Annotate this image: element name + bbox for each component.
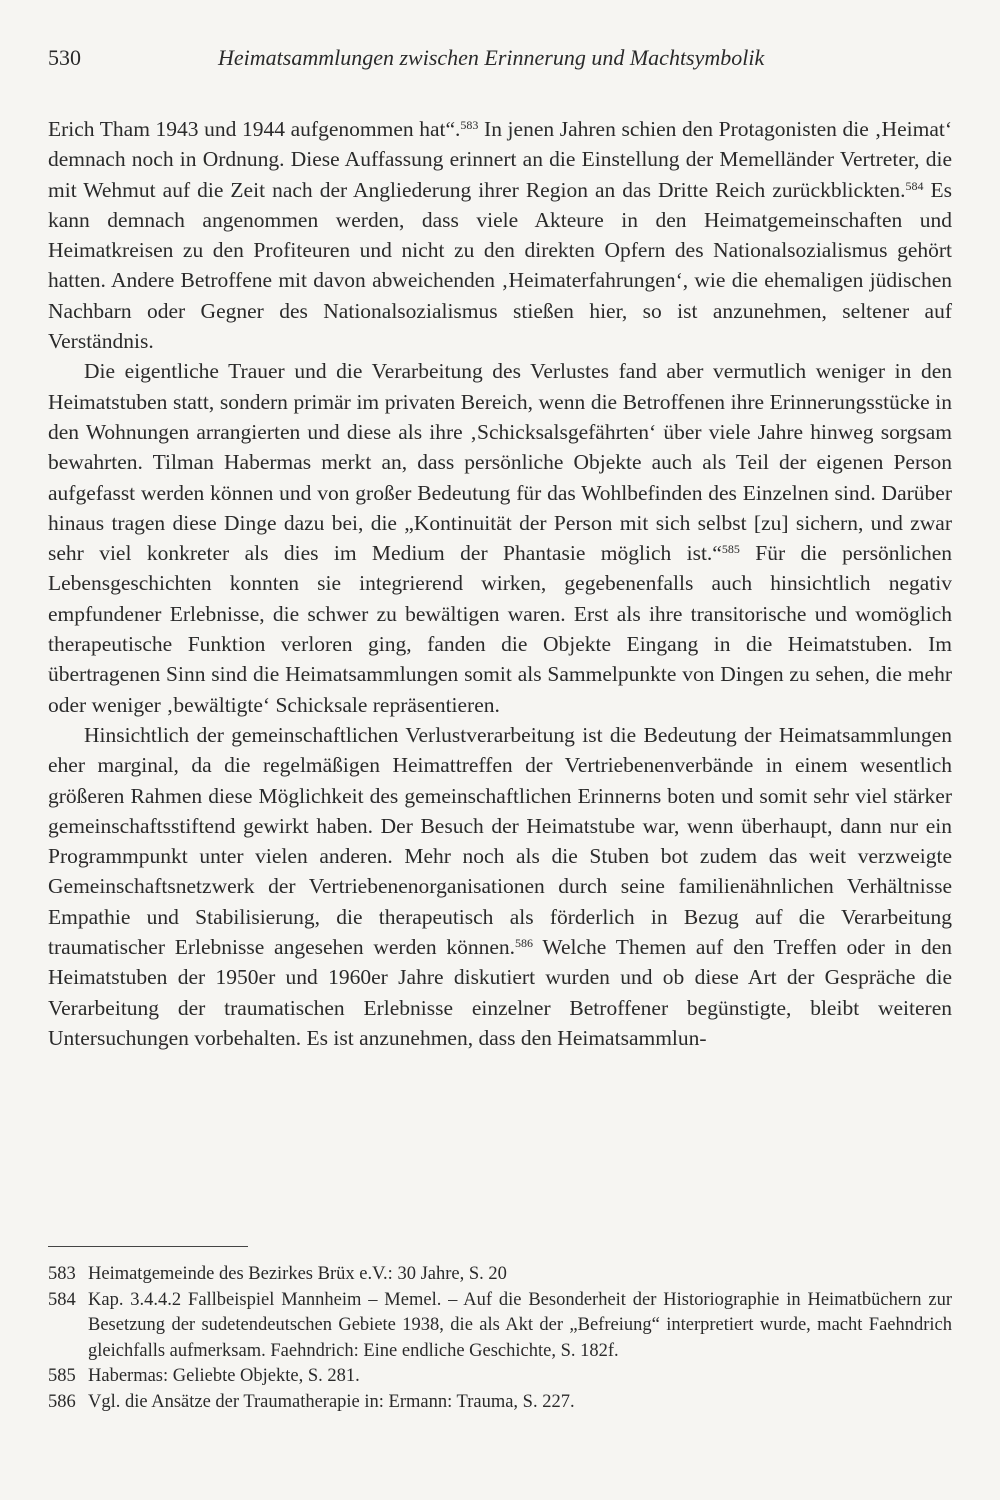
footnote-text: Vgl. die Ansätze der Traumatherapie in: Ermann: Trauma, S. 227. [88,1391,575,1412]
footnote-text: Heimatgemeinde des Bezirkes Brüx e.V.: 30 Jahre, S. 20 [88,1264,507,1284]
text-run: Es kann demnach angenommen werden, dass viele Akteure in den Heimatgemeinschaften und Heimatkreisen zu den Profiteuren und nicht zu den direkten Opfern des Nationalsozialismus gehört hatten. Andere Betroffene mit davon abweichenden ‚Heimaterfahrungen‘, wie die ehemaligen jüdischen Nachbarn oder Gegner des Nationalsozialismus stießen hier, so ist anzunehmen, seltener auf Verständnis. [48,177,952,354]
body-paragraph [48,720,952,1053]
text-run: In jenen Jahren schien den Protagonisten die ‚Heimat‘ demnach noch in Ordnung. Diese Auffassung erinnert an die Einstellung der Memelländer Vertreter, die mit Wehmut auf die Zeit nach der Angliederung ihrer Region an das Dritte Reich zurückblickten. [48,117,952,202]
footnote-text: Habermas: Geliebte Objekte, S. 281. [88,1366,360,1386]
footnote-reference[interactable]: 584 [905,178,924,193]
body-paragraph [48,356,952,720]
page-number: 530 [48,45,81,70]
footnote-reference[interactable]: 585 [721,542,740,557]
footnote-number: 586 [48,1391,76,1412]
text-run: Für die persönlichen Lebensgeschichten konnten sie integrierend wirken, gegebenenfalls auch hinsichtlich negativ empfundener Erlebnisse, die schwer zu bewältigen waren. Erst als ihre transitorische und womöglich therapeutische Funktion verloren ging, fanden die Objekte Eingang in die Heimatstuben. Im übertragenen Sinn sind die Heimatsammlungen somit als Sammelpunkte von Dingen zu sehen, die mehr oder weniger ‚bewältigte‘ Schicksale repräsentieren. [48,541,952,717]
footnote-separator [48,1246,248,1247]
footnote [48,1390,952,1416]
footnote-number: 583 [48,1264,76,1284]
footnote [48,1288,952,1365]
footnote [48,1262,952,1288]
footnote-number: 584 [48,1289,76,1310]
running-title: Heimatsammlungen zwischen Erinnerung und Machtsymbolik [218,45,765,70]
footnote-reference[interactable]: 586 [515,936,534,951]
footnote [48,1364,952,1390]
footnote-number: 585 [48,1366,76,1386]
footnotes [48,1262,952,1415]
footnote-reference[interactable]: 583 [460,118,479,132]
text-run: Hinsichtlich der gemeinschaftlichen Verlustverarbeitung ist die Bedeutung der Heimatsammlungen eher marginal, da die regelmäßigen Heimattreffen der Vertriebenenverbände in einem wesentlich größeren Rahmen diese Möglichkeit des gemeinschaftlichen Erinnerns boten und somit sehr viel stärker gemeinschaftsstiftend gewirkt haben. Der Besuch der Heimatstube war, wenn überhaupt, dann nur ein Programmpunkt unter vielen anderen. Mehr noch als die Stuben bot zudem das weit verzweigte Gemeinschaftsnetzwerk der Vertriebenenorganisationen durch seine familienähnlichen Verhältnisse Empathie und Stabilisierung, die therapeutisch als förderlich in Bezug auf die Verarbeitung traumatischer Erlebnisse angesehen werden können. [48,722,952,960]
running-head [48,40,952,76]
text-run: Welche Themen auf den Treffen oder in den Heimatstuben der 1950er und 1960er Jahre diskutiert wurden und ob diese Art der Gespräche die Verarbeitung der traumatischen Erlebnisse einzelner Betroffener begünstigte, bleibt weiteren Untersuchungen vorbehalten. Es ist anzunehmen, dass den Heimatsammlun- [48,935,953,1050]
text-run: Erich Tham 1943 und 1944 aufgenommen hat“. [48,117,461,141]
body-text [48,114,952,1053]
body-paragraph [48,114,952,356]
footnote-text: Kap. 3.4.4.2 Fallbeispiel Mannheim – Memel. – Auf die Besonderheit der Historiographie in Heimatbüchern zur Besetzung der sudetendeutschen Gebiete 1938, die als Akt der „Befreiung“ interpretiert wurde, macht Faehndrich gleichfalls aufmerksam. Faehndrich: Eine endliche Geschichte, S. 182f. [88,1289,952,1361]
text-run: Die eigentliche Trauer und die Verarbeitung des Verlustes fand aber vermutlich weniger in den Heimatstuben statt, sondern primär im privaten Bereich, wenn die Betroffenen ihre Erinnerungsstücke in den Wohnungen arrangierten und diese als ihre ‚Schicksalsgefährten‘ über viele Jahre hinweg sorgsam bewahrten. Tilman Habermas merkt an, dass persönliche Objekte auch als Teil der eigenen Person aufgefasst werden können und von großer Bedeutung für das Wohlbefinden des Einzelnen sind. Darüber hinaus tragen diese Dinge dazu bei, die „Kontinuität der Person mit sich selbst [zu] sichern, und zwar sehr viel konkreter als dies im Medium der Phantasie möglich ist.“ [48,359,952,566]
